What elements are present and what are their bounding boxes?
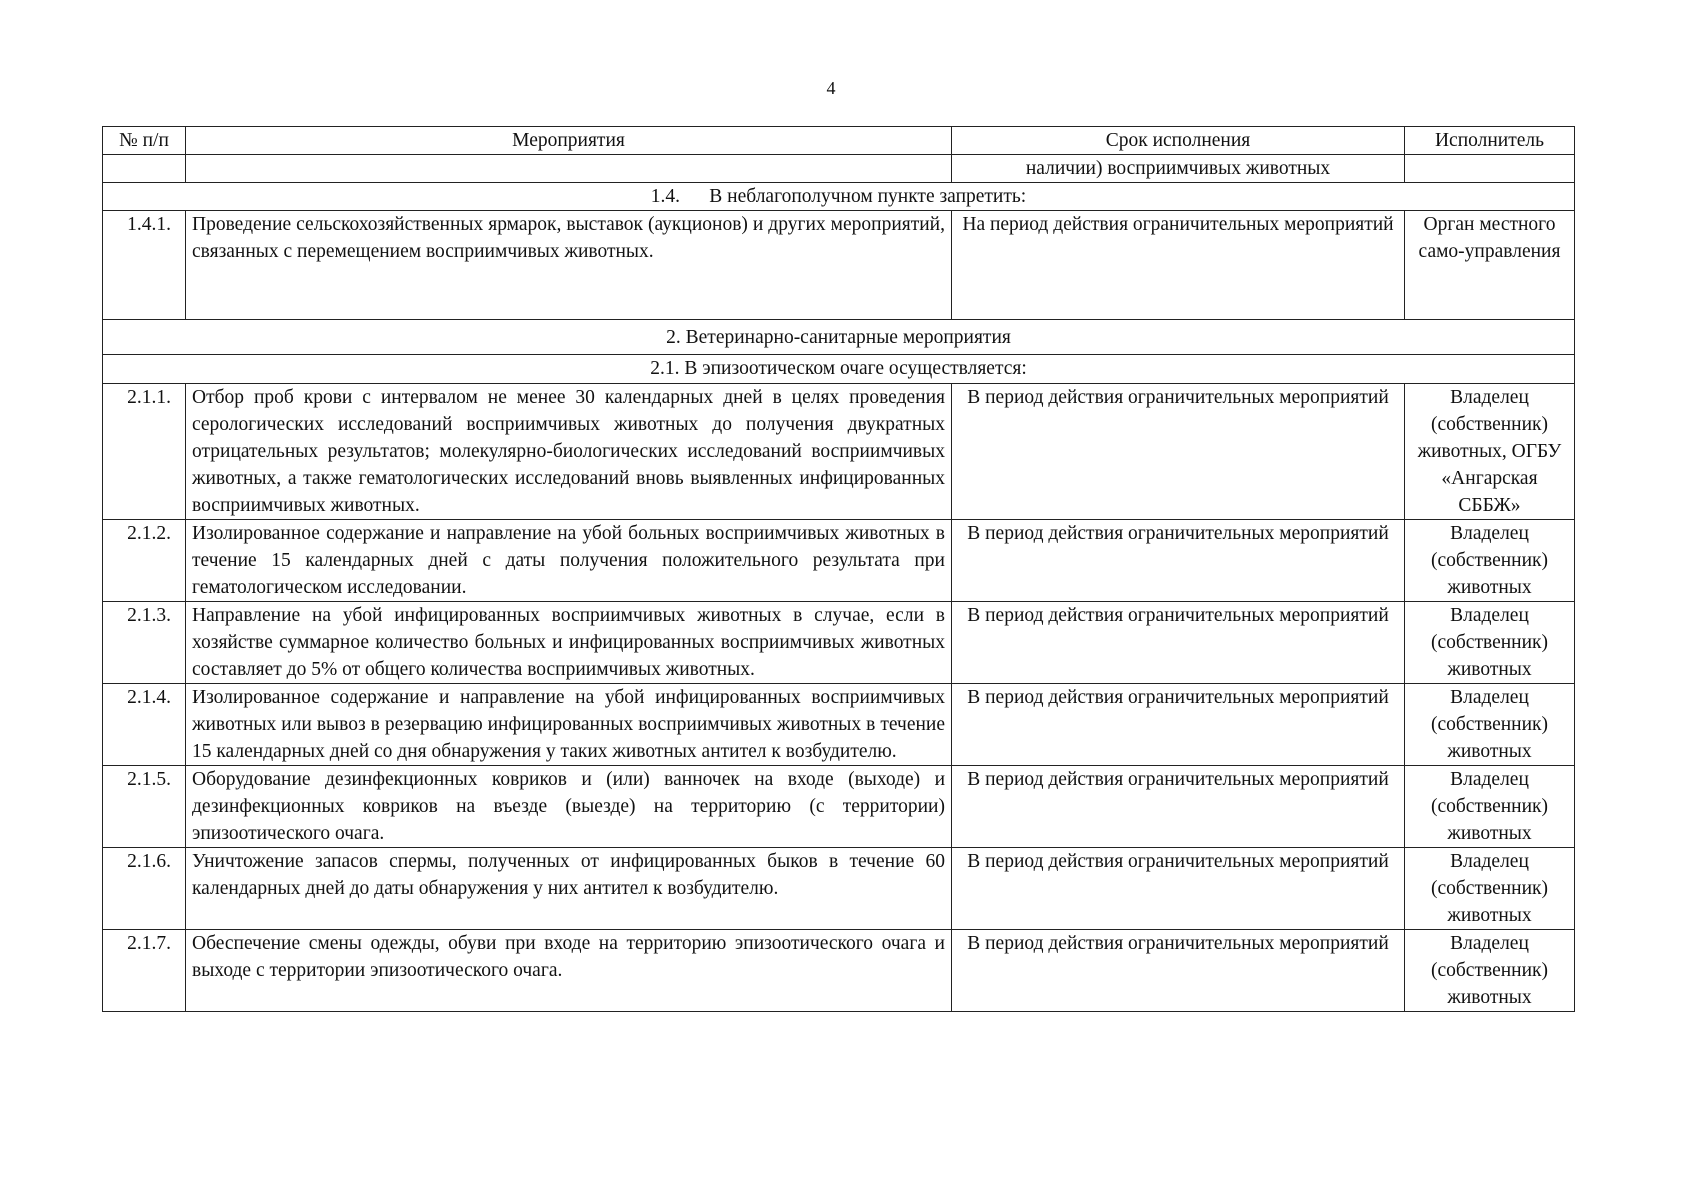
cell-activity: Изолированное содержание и направление на убой инфицированных восприимчивых животных или вывоз в резервацию инфицированных восприимчивых животных в течение 15 календарных дней со дня обнаружения у таких животных антител к возбудителю.: [186, 684, 952, 766]
cell-activity: Изолированное содержание и направление на убой больных восприимчивых животных в течение 15 календарных дней с даты получения положительного результата при гематологическом исследовании.: [186, 520, 952, 602]
cell-term: наличии) восприимчивых животных: [952, 155, 1405, 183]
cell-num: 1.4.1.: [103, 211, 186, 320]
cell-term: В период действия ограничительных мероприятий: [952, 930, 1405, 1012]
cell-activity: Оборудование дезинфекционных ковриков и (или) ванночек на входе (выходе) и дезинфекционных ковриков на въезде (выезде) на территорию (с территории) эпизоотического очага.: [186, 766, 952, 848]
subsection-2-1-title: 2.1. В эпизоотическом очаге осуществляется:: [103, 355, 1575, 384]
page-number: 4: [826, 78, 836, 98]
subsection-row: [103, 355, 1575, 384]
cell-executor: Владелец (собственник) животных: [1405, 520, 1575, 602]
cell-num: 2.1.7.: [103, 930, 186, 1012]
subsection-1-4-title: 1.4. В неблагополучном пункте запретить:: [103, 183, 1575, 211]
cell-term: В период действия ограничительных мероприятий: [952, 848, 1405, 930]
cell-num: 2.1.3.: [103, 602, 186, 684]
cell-num: 2.1.2.: [103, 520, 186, 602]
cell-activity: Обеспечение смены одежды, обуви при входе на территорию эпизоотического очага и выходе с территории эпизоотического очага.: [186, 930, 952, 1012]
table-header-row: [103, 127, 1575, 155]
table-row: [103, 766, 1575, 848]
table-row: [103, 684, 1575, 766]
cell-executor: Владелец (собственник) животных: [1405, 766, 1575, 848]
cell-num: 2.1.1.: [103, 384, 186, 520]
cell-num: 2.1.5.: [103, 766, 186, 848]
header-executor: Исполнитель: [1405, 127, 1575, 155]
cell-activity: [186, 155, 952, 183]
cell-executor: Владелец (собственник) животных: [1405, 930, 1575, 1012]
cell-executor: Орган местного само-управления: [1405, 211, 1575, 320]
table-row: [103, 520, 1575, 602]
header-num: № п/п: [103, 127, 186, 155]
table-row: [103, 211, 1575, 320]
cell-term: В период действия ограничительных мероприятий: [952, 766, 1405, 848]
cell-activity: Направление на убой инфицированных восприимчивых животных в случае, если в хозяйстве суммарное количество больных и инфицированных восприимчивых животных составляет до 5% от общего количества восприимчивых животных.: [186, 602, 952, 684]
cell-term: В период действия ограничительных мероприятий: [952, 684, 1405, 766]
subsection-row: [103, 183, 1575, 211]
cell-term: В период действия ограничительных мероприятий: [952, 602, 1405, 684]
cell-activity: Уничтожение запасов спермы, полученных от инфицированных быков в течение 60 календарных дней до даты обнаружения у них антител к возбудителю.: [186, 848, 952, 930]
table-row: [103, 930, 1575, 1012]
cell-executor: [1405, 155, 1575, 183]
cell-executor: Владелец (собственник) животных, ОГБУ «Ангарская СББЖ»: [1405, 384, 1575, 520]
header-term: Срок исполнения: [952, 127, 1405, 155]
cell-executor: Владелец (собственник) животных: [1405, 602, 1575, 684]
cell-term: В период действия ограничительных мероприятий: [952, 384, 1405, 520]
table-row: [103, 848, 1575, 930]
cell-executor: Владелец (собственник) животных: [1405, 684, 1575, 766]
continuation-row: [103, 155, 1575, 183]
cell-activity: Отбор проб крови с интервалом не менее 30 календарных дней в целях проведения серологических исследований восприимчивых животных до получения двукратных отрицательных результатов; молекулярно-биологических исследований восприимчивых животных, а также гематологических исследований вновь выявленных инфицированных восприимчивых животных.: [186, 384, 952, 520]
table-row: [103, 384, 1575, 520]
measures-table: [102, 126, 1575, 1012]
cell-num: 2.1.6.: [103, 848, 186, 930]
section-2-title: 2. Ветеринарно-санитарные мероприятия: [103, 320, 1575, 355]
header-activity: Мероприятия: [186, 127, 952, 155]
table-row: [103, 602, 1575, 684]
section-row: [103, 320, 1575, 355]
cell-term: На период действия ограничительных мероприятий: [952, 211, 1405, 320]
cell-num: [103, 155, 186, 183]
cell-activity: Проведение сельскохозяйственных ярмарок, выставок (аукционов) и других мероприятий, связанных с перемещением восприимчивых животных.: [186, 211, 952, 320]
cell-num: 2.1.4.: [103, 684, 186, 766]
cell-executor: Владелец (собственник) животных: [1405, 848, 1575, 930]
cell-term: В период действия ограничительных мероприятий: [952, 520, 1405, 602]
